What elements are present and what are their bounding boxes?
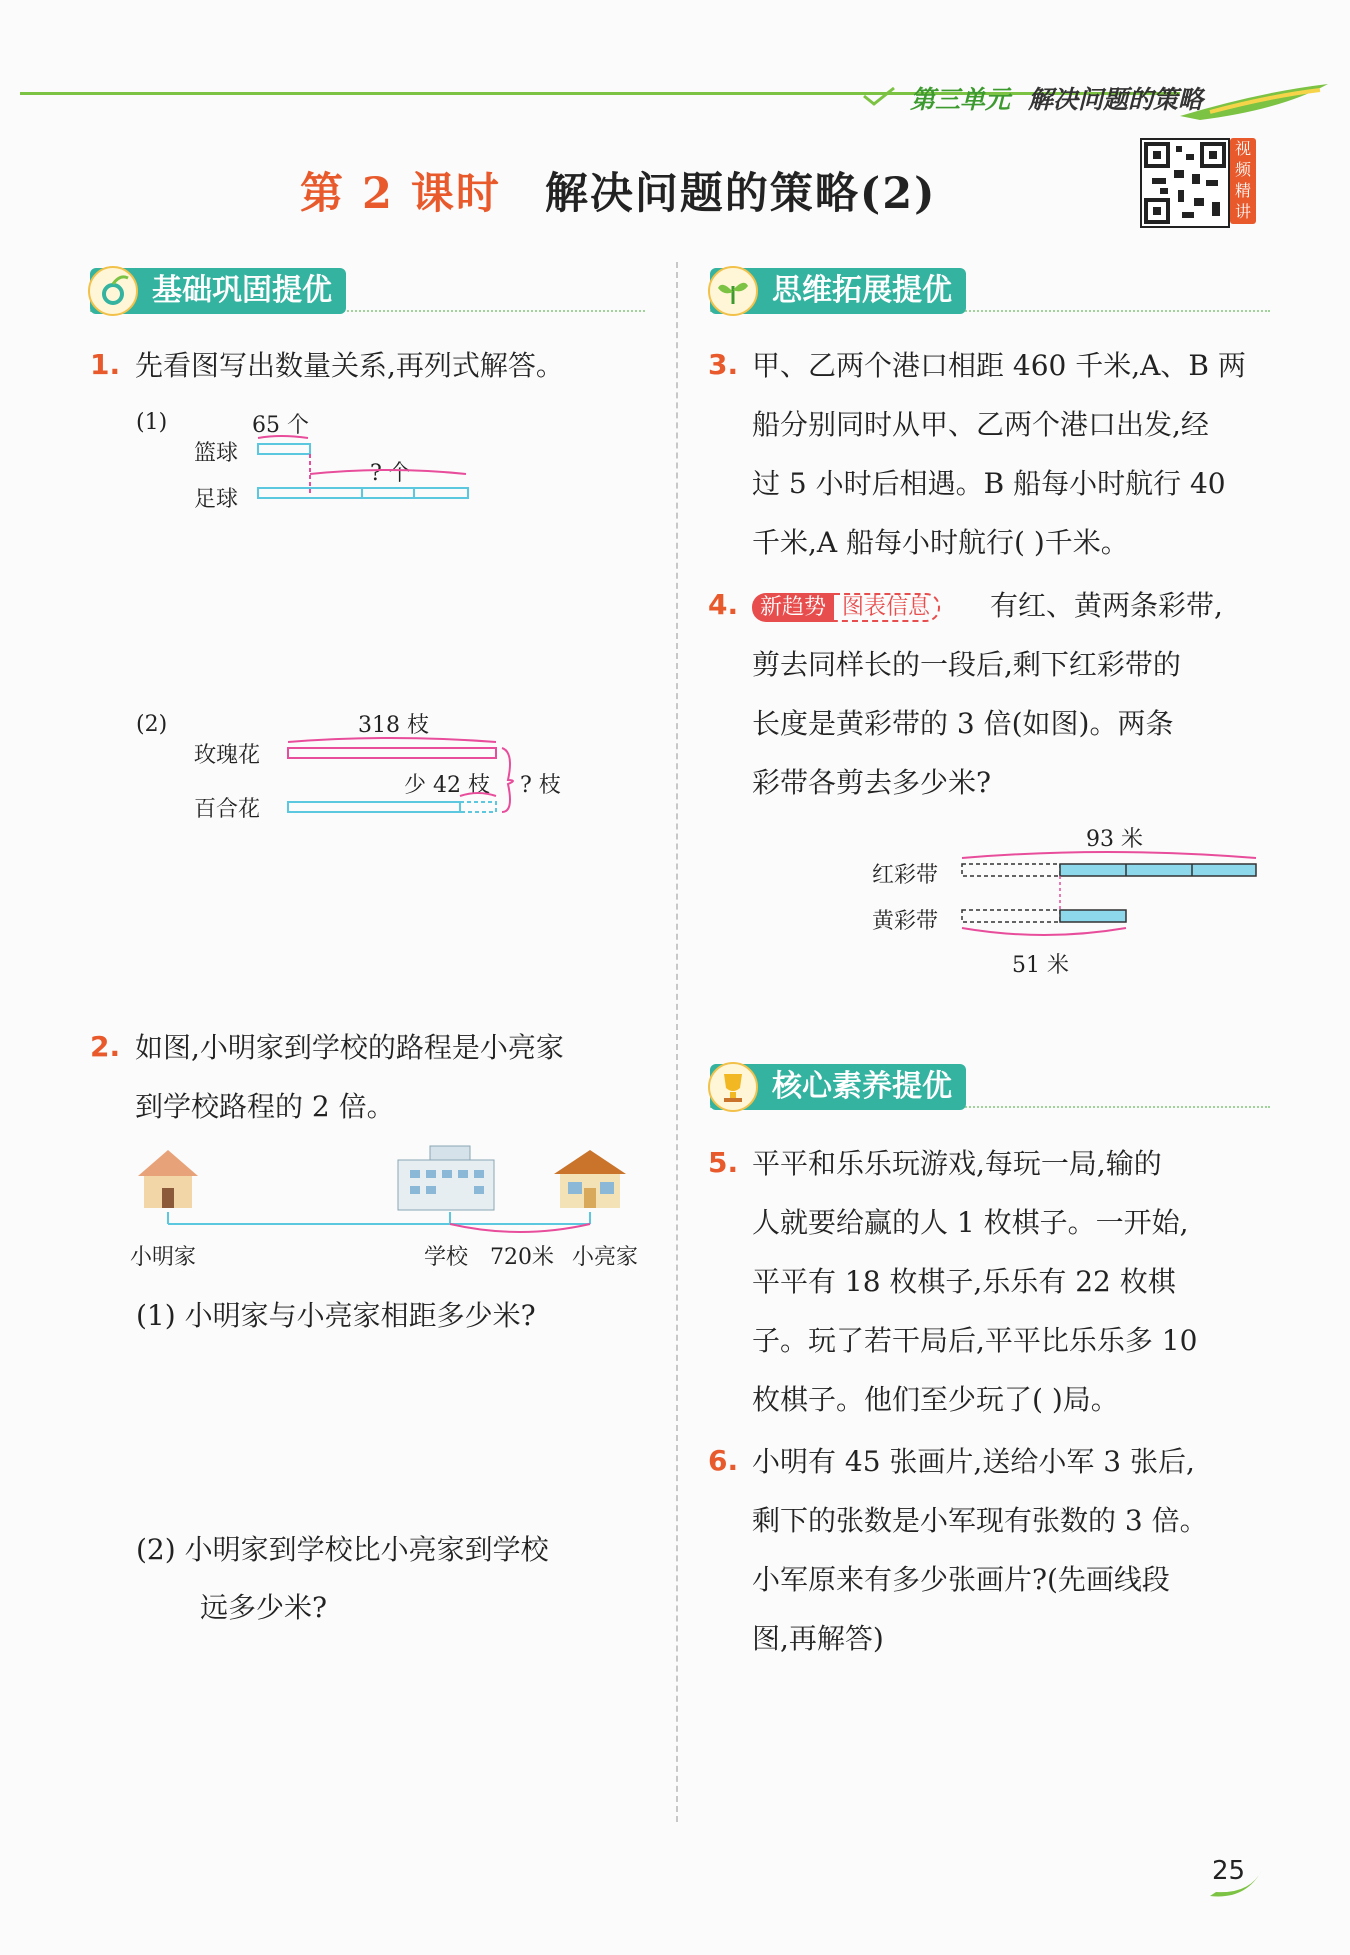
q2-sub2-line1: (2) 小明家到学校比小亮家到学校 xyxy=(136,1533,549,1566)
section-core: 核心素养提优 xyxy=(710,1064,966,1110)
q3-line: 过 5 小时后相遇。B 船每小时航行 40 xyxy=(752,467,1226,500)
q3-line: 千米,A 船每小时航行( )千米。 xyxy=(752,526,1129,559)
q1-p1-top-label: 65 个 xyxy=(252,413,309,438)
gear-plant-icon xyxy=(88,266,138,316)
leaf-icon xyxy=(860,84,900,108)
lesson-number: 第 2 课时 xyxy=(300,169,501,219)
trend-tag: 新趋势 xyxy=(752,593,834,622)
q2-sub2-line2: 远多少米? xyxy=(200,1591,328,1624)
q1-p2-top-label: 318 枝 xyxy=(358,713,429,738)
q2-label-home: 小明家 xyxy=(130,1245,197,1270)
q6-line: 图,再解答) xyxy=(752,1622,884,1655)
q1-p2-question: ? 枝 xyxy=(520,773,561,798)
q4-row2-label: 黄彩带 xyxy=(872,909,939,934)
house-icon xyxy=(138,1150,198,1208)
q2-line1: 如图,小明家到学校的路程是小亮家 xyxy=(135,1031,564,1064)
q1-p2-row2: 百合花 xyxy=(194,797,261,822)
q4-bottom-label: 51 米 xyxy=(1012,953,1069,978)
column-divider xyxy=(676,262,678,1822)
q4-line: 剪去同样长的一段后,剩下红彩带的 xyxy=(752,648,1181,681)
q2-route-diagram xyxy=(130,1140,650,1240)
q2-label-school: 学校 xyxy=(424,1245,469,1270)
lesson-name: 解决问题的策略(2) xyxy=(544,169,937,219)
unit-title: 解决问题的策略 xyxy=(1028,85,1204,114)
q5-line: 人就要给赢的人 1 枚棋子。一开始, xyxy=(752,1206,1189,1239)
q2-number: 2. xyxy=(90,1030,121,1063)
q2-sub1: (1) 小明家与小亮家相距多少米? xyxy=(136,1299,536,1332)
q4-ribbon-diagram xyxy=(956,846,1266,946)
q1-part1-label: (1) xyxy=(136,410,168,435)
q3-number: 3. xyxy=(708,348,739,381)
section-extend: 思维拓展提优 xyxy=(710,268,966,314)
trophy-icon xyxy=(708,1062,758,1112)
q5-line: 子。玩了若干局后,平平比乐乐多 10 xyxy=(752,1324,1198,1357)
page-number: 25 xyxy=(1212,1856,1246,1886)
q1-p2-row1: 玫瑰花 xyxy=(194,743,261,768)
video-tag[interactable]: 视频精讲 xyxy=(1230,138,1256,224)
q5-number: 5. xyxy=(708,1146,739,1179)
q3-line: 甲、乙两个港口相距 460 千米,A、B 两 xyxy=(752,349,1246,382)
section-basic: 基础巩固提优 xyxy=(90,268,346,314)
q1-text: 先看图写出数量关系,再列式解答。 xyxy=(135,349,564,382)
q4-row1-label: 红彩带 xyxy=(872,863,939,888)
q4-line: 长度是黄彩带的 3 倍(如图)。两条 xyxy=(752,707,1174,740)
q1-p1-row2: 足球 xyxy=(194,487,239,512)
sprout-icon xyxy=(708,266,758,316)
q6-number: 6. xyxy=(708,1444,739,1477)
unit-header xyxy=(910,80,1203,116)
q3-line: 船分别同时从甲、乙两个港口出发,经 xyxy=(752,408,1209,441)
q1-p2-segment-diagram xyxy=(280,736,520,826)
q1-p1-row1: 篮球 xyxy=(194,441,239,466)
q4-line: 彩带各剪去多少米? xyxy=(752,766,992,799)
q1-p1-segment-diagram xyxy=(250,430,480,510)
qr-code[interactable] xyxy=(1140,138,1230,228)
house-icon xyxy=(554,1150,626,1208)
q2-line2: 到学校路程的 2 倍。 xyxy=(135,1090,395,1123)
lesson-title xyxy=(300,160,937,221)
q1-p2-less-label: 少 42 枝 xyxy=(404,773,490,798)
q6-line: 剩下的张数是小军现有张数的 3 倍。 xyxy=(752,1504,1208,1537)
q4-tags xyxy=(752,590,940,621)
unit-number: 第三单元 xyxy=(910,85,1011,114)
q6-line: 小明有 45 张画片,送给小军 3 张后, xyxy=(752,1445,1195,1478)
school-building-icon xyxy=(398,1146,494,1210)
q2-label-friend: 小亮家 xyxy=(572,1245,639,1270)
q5-line: 平平和乐乐玩游戏,每玩一局,输的 xyxy=(752,1147,1162,1180)
q1-number: 1. xyxy=(90,348,121,381)
q6-line: 小军原来有多少张画片?(先画线段 xyxy=(752,1563,1170,1596)
qr-pattern-icon xyxy=(1142,140,1228,226)
q4-top-label: 93 米 xyxy=(1086,827,1143,852)
q4-number: 4. xyxy=(708,588,739,621)
q5-line: 平平有 18 枚棋子,乐乐有 22 枚棋 xyxy=(752,1265,1176,1298)
q2-label-distance: 720米 xyxy=(490,1245,554,1270)
q1-p1-question: ? 个 xyxy=(370,461,411,486)
chart-info-tag: 图表信息 xyxy=(834,593,940,622)
q1-part2-label: (2) xyxy=(136,712,168,737)
q5-line: 枚棋子。他们至少玩了( )局。 xyxy=(752,1383,1119,1416)
swoosh-icon xyxy=(1180,82,1330,122)
q4-line1: 有红、黄两条彩带, xyxy=(990,589,1223,622)
